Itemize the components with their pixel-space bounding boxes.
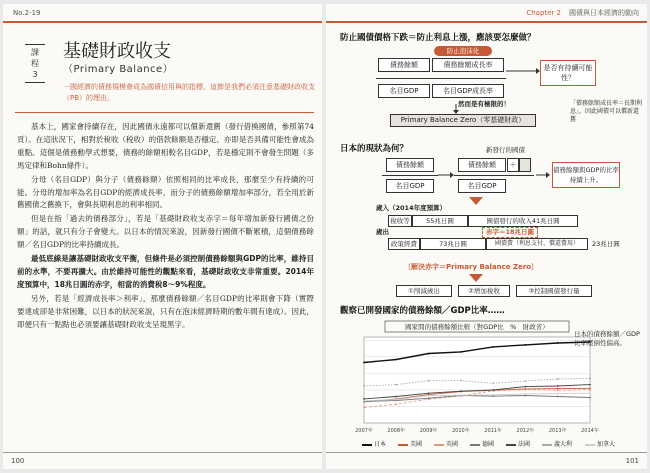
legend-swatch — [362, 444, 372, 446]
gdp2-box: 名目GDP — [458, 179, 506, 193]
data-point — [395, 396, 397, 398]
new-issue-label: 新發行的國債 — [486, 146, 525, 154]
debt-box: 債務餘額 — [378, 58, 430, 72]
x-tick-label: 2012年 — [516, 428, 535, 434]
page-title: 基礎財政收支 — [63, 41, 171, 62]
data-point — [460, 380, 462, 382]
bond-revenue: 國債發行的收入41兆日圓 — [468, 215, 578, 227]
page-footer — [3, 452, 322, 469]
chart-caption: 日本的債務餘額／GDP比率壓倒性偏高。 — [574, 330, 640, 347]
left-page — [3, 4, 322, 469]
x-tick-label: 2008年 — [387, 428, 406, 434]
data-point — [363, 400, 365, 402]
chapter-label: Chapter 2 — [526, 9, 561, 17]
expense-label: 歲出 — [376, 228, 389, 236]
x-tick-label: 2010年 — [451, 428, 470, 434]
x-tick-label: 2011年 — [484, 428, 503, 434]
tax-label: 稅收等 — [388, 215, 412, 227]
debt-gdp-chart — [344, 319, 599, 439]
x-tick-label: 2007年 — [355, 428, 373, 434]
deficit-label: 赤字＝18兆日圓 — [482, 227, 538, 238]
limit-bond-box: ③控制國債發行量 — [516, 285, 592, 297]
legend-label: 義大利 — [554, 441, 573, 448]
data-point — [525, 393, 527, 395]
cut-spending-box: ①削減歲出 — [396, 285, 452, 297]
gdp-box: 名目GDP — [386, 179, 434, 193]
chart-legend — [362, 440, 622, 450]
chart-canvas — [344, 319, 599, 439]
legend-swatch — [398, 444, 408, 446]
raise-tax-box: ②增加稅收 — [458, 285, 510, 297]
data-point — [589, 384, 591, 386]
header-rule — [3, 21, 322, 23]
data-point — [428, 395, 430, 397]
data-point — [363, 385, 365, 387]
x-tick-label: 2013年 — [548, 428, 567, 434]
paragraph: 分母（名目GDP）與分子（債務餘額）依照相同的比率成長，那麼至少有持續的可能。分母的增加率為名目GDP的經濟成長率，而分子的債務餘額增加率部分，若全用於新舊國債之舊換下，會與長期利息的利率相同。 — [17, 174, 314, 210]
page-footer — [326, 452, 647, 469]
section-heading: 日本的現狀為何？ — [340, 144, 409, 154]
section-number: No.2-19 — [13, 9, 41, 17]
legend-label: 法國 — [518, 441, 531, 448]
paragraph: 基本上，國家會持續存在，因此國債永遠都可以償新還舊（發行借換國債，參照第74頁）。在這狀況下，相對於稅收（税收）的借款餘額是否穩定、亦即是否具備可能性會成為重點。這個是債務動學式想要，債務的餘額相較名目GDP，若是穩定則不會發生問題（多馬定律和Bohn條件）。 — [17, 122, 314, 170]
data-point — [557, 388, 559, 390]
data-point — [428, 353, 430, 355]
revenue-label: 歲入（2014年度預算） — [376, 204, 447, 212]
lesson-tag-number: 3 — [32, 70, 38, 79]
legend-swatch — [506, 444, 516, 446]
gdp-growth-box: 名目GDP成長率 — [432, 84, 504, 98]
legend-swatch — [542, 444, 552, 446]
page-number: 101 — [625, 457, 639, 465]
data-point — [525, 389, 527, 391]
body-text — [17, 121, 314, 333]
data-point — [525, 386, 527, 388]
data-point — [589, 389, 591, 391]
chapter-title: 國債與日本經濟的動向 — [569, 9, 639, 17]
general-expense-label: 政策經費 — [388, 238, 420, 250]
data-point — [525, 380, 527, 382]
data-point — [525, 395, 527, 397]
paragraph: 另外，若是「經濟成長率＞利率」，那麼債務餘額／名目GDP的比率則會下降（實際要達成卻是非常困難，以日本的狀況來說，只有在泡沫經濟時期的數年間有達成）。因此，即便只有一點點也必須要讓基礎財政收支呈現黑字。 — [17, 293, 314, 329]
data-point — [557, 396, 559, 398]
legend-swatch — [470, 444, 480, 446]
data-point — [492, 346, 494, 348]
legend-label: 美國 — [410, 441, 423, 448]
data-point — [395, 403, 397, 405]
section-heading: 防止國債價格下跌＝防止利息上漲，應該要怎麼做？ — [340, 33, 536, 43]
data-point — [363, 398, 365, 400]
section-heading: 觀察已開發國家的債務餘額／GDP比率…… — [340, 306, 505, 316]
data-point — [492, 394, 494, 396]
lead-divider — [15, 112, 314, 113]
data-point — [557, 393, 559, 395]
lesson-tag-char: 程 — [31, 59, 39, 68]
right-page — [326, 4, 647, 469]
legend-swatch — [434, 444, 444, 446]
plus-sign: ＋ — [507, 158, 519, 172]
solution-label: 〔解決赤字＝Primary Balance Zero〕 — [404, 263, 539, 271]
data-point — [492, 382, 494, 384]
debt-service-label: 國債費（利息支付、償還費用） — [486, 238, 588, 250]
debt2-box: 債務餘額 — [458, 158, 506, 172]
data-point — [428, 380, 430, 382]
gdp-box: 名目GDP — [378, 84, 430, 98]
legend-label: 英國 — [446, 441, 459, 448]
legend-label: 日本 — [374, 441, 387, 448]
page-header — [3, 4, 322, 22]
legend-label: 德國 — [482, 441, 495, 448]
data-point — [525, 344, 527, 346]
debt-service-value: 23兆日圓 — [592, 240, 620, 248]
data-point — [428, 392, 430, 394]
side-note: 「債務餘額成長率＝長期利息」，因此國債可以償新還舊 — [570, 100, 643, 123]
debt-growth-box: 債務餘額成長率 — [432, 58, 504, 72]
legend-swatch — [585, 444, 595, 446]
primary-balance-zero-box: Primary Balance Zero（零基礎財政） — [390, 114, 536, 127]
page-number: 100 — [11, 457, 25, 465]
tax-value: 55兆日圓 — [412, 215, 468, 227]
data-point — [395, 399, 397, 401]
data-point — [363, 407, 365, 409]
page-subtitle: （Primary Balance） — [63, 64, 174, 75]
data-point — [557, 378, 559, 380]
data-point — [395, 359, 397, 361]
limit-label: 然而是有極限的！ — [458, 100, 510, 108]
sustainability-bubble: 是否有持續可能性？ — [540, 60, 596, 86]
data-point — [428, 397, 430, 399]
lead-note: 一國經濟的債務規模會成為國債信用與的指標，這節是我們必須注意基礎財政收支（PB）的理由。 — [63, 83, 315, 102]
data-point — [492, 389, 494, 391]
data-point — [460, 351, 462, 353]
data-point — [460, 394, 462, 396]
data-point — [557, 342, 559, 344]
lesson-tag-char: 課 — [31, 48, 39, 57]
data-point — [557, 389, 559, 391]
lesson-tag — [25, 44, 45, 83]
data-point — [395, 384, 397, 386]
x-tick-label: 2014年 — [581, 428, 599, 434]
paragraph: 但是在指「過去的債務部分」，若是「基礎財政收支赤字＝每年增加新發行國債之份額」的話，就只有分子會變大。以日本的情況來說，因新發行國債不斷累積，這個債務餘額／名目GDP的比率持續成長。 — [17, 214, 314, 250]
data-point — [557, 385, 559, 387]
prevent-bubble-pill: 防止泡沫化 — [434, 46, 492, 56]
data-point — [363, 362, 365, 364]
data-point — [460, 390, 462, 392]
data-point — [589, 377, 591, 379]
ratio-rising-bubble: 債務餘額與GDP的比率持續上升。 — [552, 162, 620, 188]
chart-title: 國家間的債務餘額比較（對GDP比 % 財政省） — [405, 323, 549, 331]
x-tick-label: 2009年 — [419, 428, 438, 434]
data-point — [589, 392, 591, 394]
section2-arrows — [326, 4, 647, 324]
legend-label: 加拿大 — [597, 441, 616, 448]
data-point — [589, 397, 591, 399]
debt-box: 債務餘額 — [386, 158, 434, 172]
general-expense-value: 73兆日圓 — [420, 238, 486, 250]
paragraph: 最低底線是讓基礎財政收支平衡，但條件是必須控制債務餘額與GDP的比率，維持目前的水準，不要再擴大。由於維持可能性的觀點來看，基礎財政收支非常重要。2014年度預算中，18兆日圓的赤字，相當的消費稅8～9%程度。 — [17, 254, 314, 289]
